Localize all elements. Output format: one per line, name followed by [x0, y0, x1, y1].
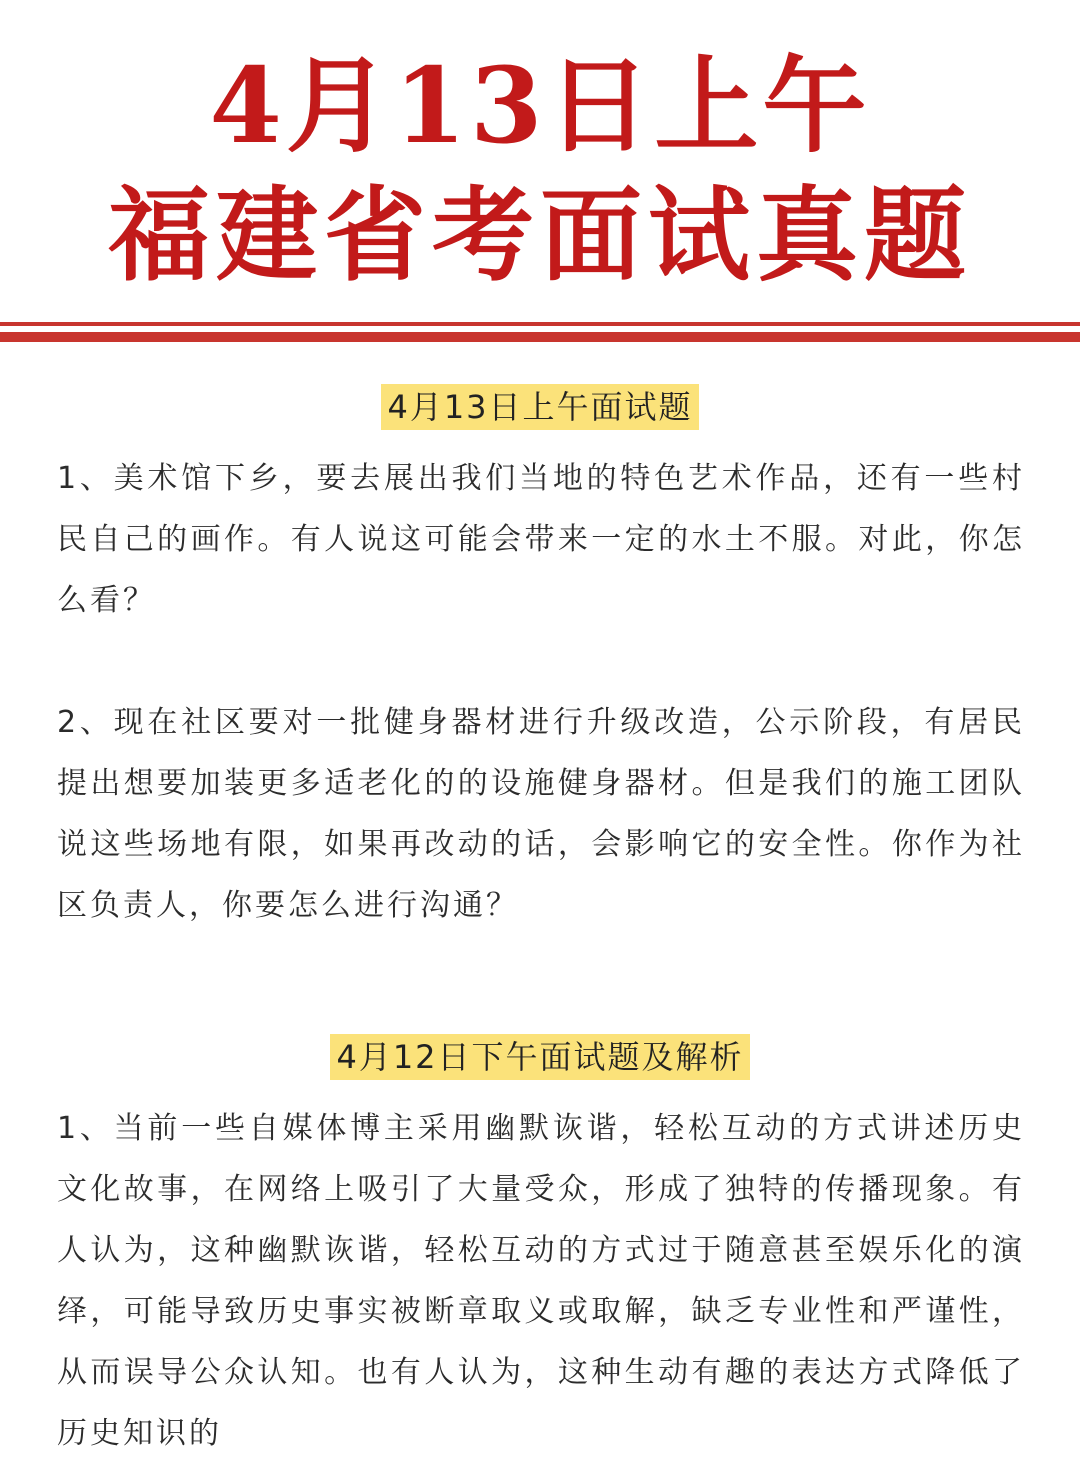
header-divider-thick: [0, 332, 1080, 342]
section-apr13-morning: [0, 384, 1080, 936]
question-2: 2、现在社区要对一批健身器材进行升级改造，公示阶段，有居民提出想要加装更多适老化的的设施健身器材。但是我们的施工团队说这些场地有限，如果再改动的话，会影响它的安全性。你作为社区负责人，你要怎么进行沟通？: [57, 705, 1025, 923]
header-divider-thin: [0, 322, 1080, 326]
section-heading: 4月12日下午面试题及解析: [330, 1034, 749, 1080]
page-header: [0, 0, 1080, 320]
section-heading: 4月13日上午面试题: [381, 384, 698, 430]
section-apr12-afternoon: [0, 1034, 1080, 1464]
page-title-line-2: 福建省考面试真题: [108, 176, 972, 296]
question-1: 1、美术馆下乡，要去展出我们当地的特色艺术作品，还有一些村民自己的画作。有人说这可能会带来一定的水土不服。对此，你怎么看？: [57, 461, 1025, 618]
question-1: 1、当前一些自媒体博主采用幽默诙谐，轻松互动的方式讲述历史文化故事，在网络上吸引了大量受众，形成了独特的传播现象。有人认为，这种幽默诙谐，轻松互动的方式过于随意甚至娱乐化的演绎，可能导致历史事实被断章取义或取解，缺乏专业性和严谨性，从而误导公众认知。也有人认为，这种生动有趣的表达方式降低了历史知识的: [57, 1111, 1025, 1451]
page-title-line-1: 4月13日上午: [209, 44, 871, 167]
